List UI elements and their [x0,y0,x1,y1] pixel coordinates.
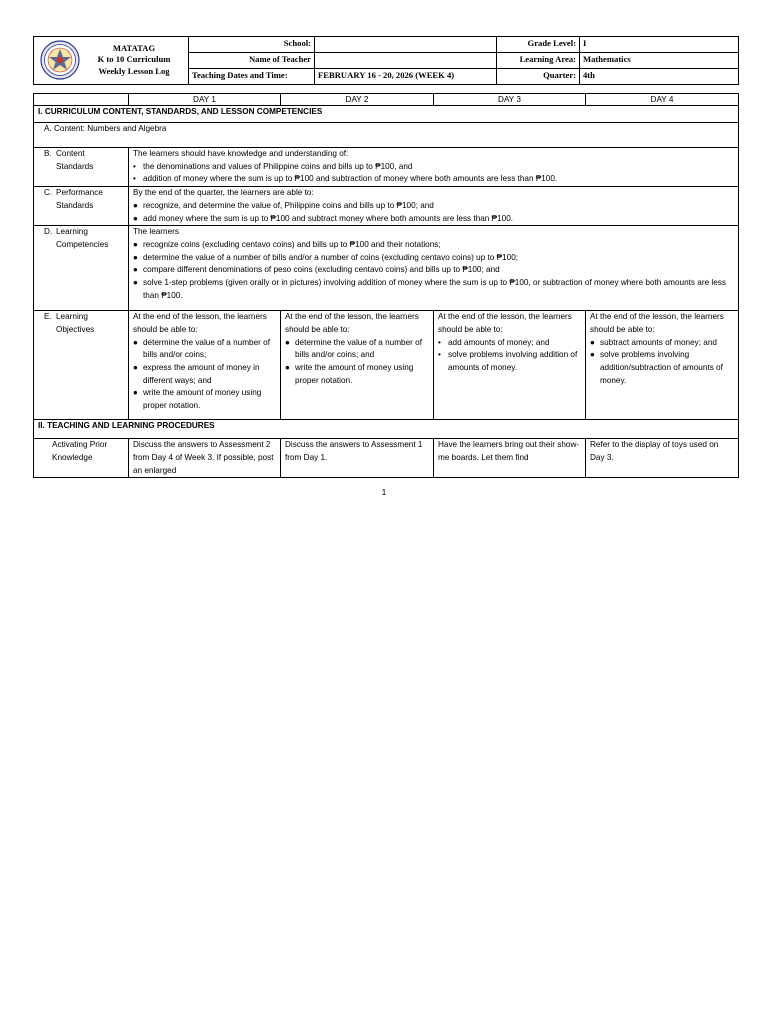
activating-row [34,439,739,478]
objectives-label [34,311,129,420]
header-table [33,36,739,85]
competencies-row [34,226,739,311]
day-header-row [34,94,739,106]
org-line-2: K to 10 Curriculum [97,54,171,65]
label-line-b: Objectives [56,324,95,334]
day-4-header: DAY 4 [586,94,739,106]
objectives-intro: At the end of the lesson, the learners should be able to: [285,312,419,334]
list-item: ● recognize, and determine the value of, Philippine coins and bills up to ₱100; and [133,200,434,210]
grade-label: Grade Level: [497,37,580,53]
label-line-b: Standards [56,161,94,171]
activating-day-2: Discuss the answers to Assessment 1 from Day 1. [281,439,434,478]
teacher-value [315,53,497,69]
content-standards-label [34,148,129,187]
label-letter: C. [44,188,53,198]
objectives-day-1 [129,311,281,420]
list-item: • solve problems involving addition of amounts of money. [438,350,578,373]
label-line-b: Competencies [56,239,109,249]
objectives-day-3 [434,311,586,420]
blank-header-cell [34,94,129,106]
list-item: • the denominations and values of Philippine coins and bills up to ₱100, and [133,161,413,171]
area-value: Mathematics [580,53,739,69]
quarter-value: 4th [580,69,739,85]
list-item: ● compare different denominations of peso coins (excluding centavo coins) and bills up to ₱100; and [133,265,500,275]
day-3-header: DAY 3 [434,94,586,106]
activating-day-3: Have the learners bring out their show-me boards. Let them find [434,439,586,478]
label-line-b: Standards [56,200,94,210]
curriculum-title [80,43,188,78]
lesson-log-page [33,36,738,478]
activating-day-4: Refer to the display of toys used on Day 3. [586,439,739,478]
list-item: ● write the amount of money using proper notation. [285,363,414,385]
org-line-3: Weekly Lesson Log [98,65,170,76]
dates-label: Teaching Dates and Time: [189,69,315,85]
deped-seal-logo [40,40,80,80]
area-label: Learning Area: [497,53,580,69]
label-letter: B. [44,149,52,158]
list-item: ● subtract amounts of money; and [590,337,717,347]
objectives-day-4 [586,311,739,420]
label-line-a: Learning [56,312,88,322]
teacher-label: Name of Teacher [189,53,315,69]
label-letter: D. [44,227,53,237]
objectives-intro: At the end of the lesson, the learners should be able to: [438,312,572,334]
list-item: ● add money where the sum is up to ₱100 and subtract money where both amounts are less than ₱100. [133,213,514,223]
objectives-row [34,311,739,420]
label-line-a: Content [56,149,85,158]
label-line-a: Performance [56,188,103,198]
list-item: ● determine the value of a number of bills and/or a number of coins (excluding centavo coins) up to ₱100; [133,252,519,262]
performance-standards-body [129,187,739,226]
competencies-label [34,226,129,311]
grade-value: I [580,37,739,53]
dates-value: FEBRUARY 16 - 20, 2026 (WEEK 4) [315,69,497,85]
activating-label: Activating Prior Knowledge [34,439,129,478]
quarter-label: Quarter: [497,69,580,85]
school-value [315,37,497,53]
performance-standards-row [34,187,739,226]
list-item: ● solve problems involving addition/subtraction of amounts of money. [590,350,723,385]
performance-standards-label [34,187,129,226]
content-standards-intro: The learners should have knowledge and understanding of: [133,149,349,158]
list-item: • addition of money where the sum is up to ₱100 and subtraction of money where both amounts are less than ₱100. [133,174,558,184]
section-1-title: I. CURRICULUM CONTENT, STANDARDS, AND LESSON COMPETENCIES [34,106,739,123]
content-standards-row [34,148,739,187]
objectives-intro: At the end of the lesson, the learners should be able to: [133,312,267,334]
competencies-intro: The learners [133,227,179,237]
label-line-a: Learning [56,227,88,237]
org-line-1: MATATAG [112,42,156,53]
content-row: A. Content: Numbers and Algebra [34,123,739,148]
list-item: ● determine the value of a number of bills and/or coins; [133,337,270,360]
list-item: ● express the amount of money in different ways; and [133,363,260,385]
label-letter: E. [44,312,52,322]
list-item: ● solve 1-step problems (given orally or in pictures) involving addition of money where the sum is up to ₱100, or subtraction of money where both amounts are less than ₱100. [133,278,726,300]
objectives-intro: At the end of the lesson, the learners should be able to: [590,312,724,334]
list-item: ● determine the value of a number of bills and/or coins; and [285,337,422,360]
activating-day-1: Discuss the answers to Assessment 2 from Day 4 of Week 3. If possible, post an enlarged [129,439,281,478]
header-logo-cell [34,37,189,85]
list-item: ● recognize coins (excluding centavo coins) and bills up to ₱100 and their notations; [133,239,441,249]
day-2-header: DAY 2 [281,94,434,106]
page-number: 1 [381,487,387,497]
performance-standards-intro: By the end of the quarter, the learners are able to: [133,188,314,198]
day-1-header: DAY 1 [129,94,281,106]
competencies-body [129,226,739,311]
lesson-table [33,93,739,478]
content-standards-body [129,148,739,187]
objectives-day-2 [281,311,434,420]
section-2-title: II. TEACHING AND LEARNING PROCEDURES [34,420,739,439]
school-label: School: [189,37,315,53]
list-item: • add amounts of money; and [438,337,550,347]
list-item: ● write the amount of money using proper notation. [133,388,262,411]
